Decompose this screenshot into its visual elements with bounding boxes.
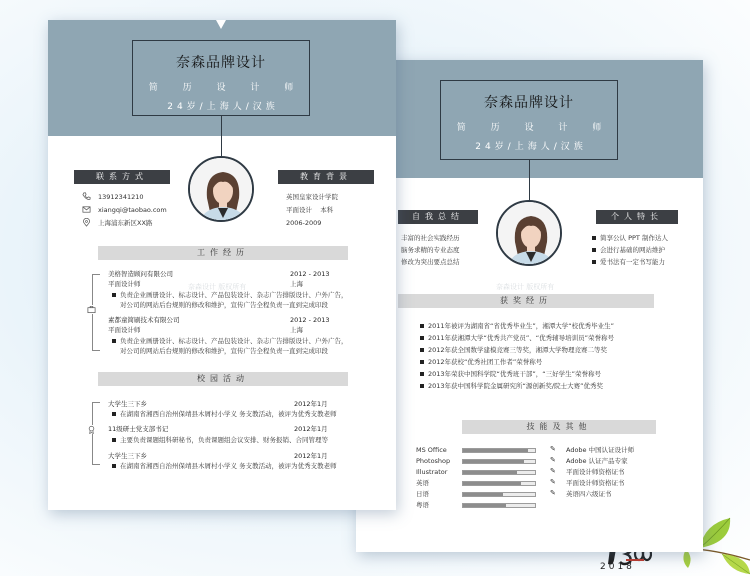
brand-year: 2018 [600, 562, 635, 572]
phone-icon [82, 192, 91, 201]
skill-name: Illustrator [416, 468, 448, 476]
work-desc: 对公司的网站后台规则的修改和维护，宣传广告全程负责一直到完成印段 [120, 347, 328, 355]
award-item: 2012年获校“优秀社团工作者”荣誉称号 [420, 358, 542, 367]
skill-level-fill [463, 460, 524, 463]
edu-school: 英国皇家设计学院 [286, 193, 338, 201]
avatar [496, 200, 562, 266]
campus-title: 11级研士党支部书记 [108, 425, 169, 433]
pen-icon: ✎ [550, 489, 556, 497]
contact-heading: 联系方式 [74, 170, 170, 184]
work-desc: 对公司的网站后台规则的修改和维护，宣传广告全程负责一直到完成印段 [120, 301, 328, 309]
location-icon [82, 218, 91, 227]
resume-info: 24岁/上海人/汉族 [475, 142, 587, 152]
connector-line [529, 160, 530, 202]
certificate-item: 平面设计师资格证书 [566, 479, 625, 487]
skill-level-bar [462, 459, 536, 464]
skill-level-bar [462, 448, 536, 453]
special-line-3: 爱书法有一定书写能力 [592, 258, 665, 267]
self-summary-heading: 自我总结 [398, 210, 478, 224]
avatar [188, 156, 254, 222]
contact-phone: 13912341210 [98, 193, 144, 201]
campus-date: 2012年1月 [294, 425, 328, 433]
portrait-photo [190, 158, 254, 222]
skills-heading: 技能及其他 [462, 420, 656, 434]
work-company: 素都童简刷技术有限公司 [108, 316, 180, 324]
title-box [440, 80, 618, 160]
title-box [132, 40, 310, 116]
work-heading: 工作经历 [98, 246, 348, 260]
work-role: 平面设计师 [108, 280, 141, 288]
campus-title: 大学生三下乡 [108, 400, 147, 408]
campus-title: 大学生三下乡 [108, 452, 147, 460]
notch-triangle [216, 20, 226, 29]
campus-desc: 在湖南省湘西自治州保靖县木屑村小学义 务支教活动，被评为优秀支教老师 [112, 462, 337, 471]
campus-desc: 在湖南省湘西自治州保靖县木屑村小学义 务支教活动，被评为优秀支教老师 [112, 410, 337, 419]
portrait-photo [498, 202, 562, 266]
resume-subtitle: 简 历 设 计 师 [456, 123, 613, 133]
skill-level-fill [463, 471, 517, 474]
award-item: 2011年被评为湖南省“省优秀毕业生”，湘潭大学“校优秀毕业生” [420, 322, 614, 331]
skill-level-bar [462, 503, 536, 508]
connector-line [221, 116, 222, 158]
skill-level-bar [462, 481, 536, 486]
skill-level-bar [462, 470, 536, 475]
medal-icon [87, 425, 96, 434]
skill-level-fill [463, 449, 528, 452]
timeline-tick [92, 274, 100, 275]
certificate-item: 英语四六级证书 [566, 490, 612, 498]
work-dates: 2012 - 2013 [290, 316, 330, 324]
edu-major-degree: 平面设计 本科 [286, 206, 334, 214]
pen-icon: ✎ [550, 478, 556, 486]
resume-page-2 [356, 60, 703, 552]
skill-name: 英语 [416, 479, 429, 487]
self-line-1: 丰富的社会实践经历 [401, 234, 460, 242]
contact-email: xiangqi@taobao.com [98, 206, 167, 214]
work-city: 上海 [290, 280, 303, 288]
self-line-2: 脑务求精的专业态度 [401, 246, 460, 254]
certificate-item: Adobe 认证产品专家 [566, 457, 628, 465]
pen-icon: ✎ [550, 456, 556, 464]
skill-name: 粤语 [416, 501, 429, 509]
skill-level-fill [463, 504, 506, 507]
pen-icon: ✎ [550, 467, 556, 475]
timeline-tick [92, 402, 100, 403]
campus-date: 2012年1月 [294, 452, 328, 460]
work-company: 美格智造顾问有限公司 [108, 270, 173, 278]
special-line-2: 会进行基础的网站维护 [592, 246, 665, 255]
edu-years: 2006-2009 [286, 219, 322, 227]
work-dates: 2012 - 2013 [290, 270, 330, 278]
work-desc: 负责企业画册设计、标志设计、产品包装设计、杂志广告排版设计、户外广告， [112, 337, 348, 346]
pen-icon: ✎ [550, 445, 556, 453]
resume-info: 24岁/上海人/汉族 [167, 102, 279, 112]
award-item: 2011年获湘潭大学“优秀共产党员”、“优秀辅导培训员”荣誉称号 [420, 334, 614, 343]
skill-level-bar [462, 492, 536, 497]
briefcase-icon [87, 305, 96, 314]
special-skills-heading: 个人特长 [596, 210, 678, 224]
campus-heading: 校园活动 [98, 372, 348, 386]
watermark: 奈森设计 版权所有 [188, 283, 247, 291]
special-line-1: 简享公认 PPT 制作达人 [592, 234, 668, 243]
timeline-tick [92, 350, 100, 351]
resume-page-1 [48, 20, 396, 510]
award-item: 2013年荣获中国科学院“优秀班干部”，“三好学生”荣誉称号 [420, 370, 601, 379]
resume-name: 奈森品牌设计 [176, 55, 266, 71]
award-item: 2013年获中国科学院金属研究所“源创新奖/院士大赛”优秀奖 [420, 382, 603, 391]
campus-date: 2012年1月 [294, 400, 328, 408]
education-heading: 教育背景 [278, 170, 374, 184]
skill-level-fill [463, 482, 521, 485]
watermark: 奈森设计 版权所有 [496, 283, 555, 291]
certificate-item: Adobe 中国认证设计师 [566, 446, 635, 454]
skill-name: 日语 [416, 490, 429, 498]
work-role: 平面设计师 [108, 326, 141, 334]
work-city: 上海 [290, 326, 303, 334]
contact-address: 上海浦东新区XX路 [98, 219, 153, 227]
timeline-tick [92, 464, 100, 465]
self-line-3: 修改为突出要点总结 [401, 258, 460, 266]
resume-subtitle: 简 历 设 计 师 [148, 83, 305, 93]
work-desc: 负责企业画册设计、标志设计、产品包装设计、杂志广告排版设计、户外广告， [112, 291, 348, 300]
award-item: 2012年获全国数学建模竞赛三等奖，湘潭大学物理竞赛二等奖 [420, 346, 607, 355]
skill-name: MS Office [416, 446, 447, 454]
skill-name: Photoshop [416, 457, 451, 465]
campus-desc: 主要负责课题组科研秘书，负责课题组会议安排、财务报销、合同管理等 [112, 436, 328, 445]
skill-level-fill [463, 493, 503, 496]
email-icon [82, 205, 91, 214]
certificate-item: 平面设计师资格证书 [566, 468, 625, 476]
resume-name: 奈森品牌设计 [484, 95, 574, 111]
awards-heading: 获奖经历 [398, 294, 654, 308]
